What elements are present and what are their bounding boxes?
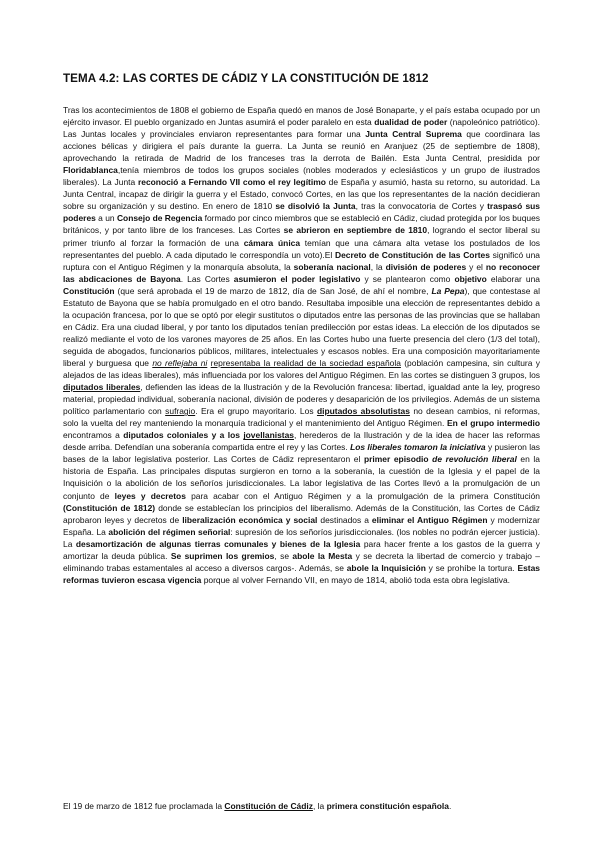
text-run: En el grupo intermedio	[447, 418, 540, 429]
text-run: soberanía nacional	[293, 261, 371, 272]
text-run: a un	[95, 213, 117, 224]
text-run: sufragio	[165, 406, 196, 417]
text-run: no reconocer las abdicaciones de Bayona	[63, 261, 540, 284]
text-run: asumieron el poder legislativo	[233, 273, 361, 284]
text-run: , tras la convocatoria de Cortes y	[355, 201, 488, 212]
text-run: , se	[274, 550, 293, 561]
text-run: primer episodio	[363, 454, 429, 465]
text-run: . Las Cortes	[180, 273, 234, 284]
text-run: : supresión de los señoríos jurisdiccionales. (los nobles no podrán ejercer justicia). La	[63, 526, 541, 549]
text-run: en la historia de España. Las principales disputas surgieron en torno a la soberanía, la cuestión de la Iglesia y el papel de la Inquisición o la abolición de los señoríos jurisdiccionales. La labor legislativa de las Cortes llevó a la promulgación de un conjunto de	[63, 454, 540, 501]
text-run: para hacer frente a los gastos de la guerra y amortizar la deuda pública.	[63, 538, 540, 561]
text-run: .	[448, 801, 452, 811]
text-run: cámara única	[243, 237, 301, 248]
text-run: destinados a	[317, 514, 372, 525]
text-run: y pusieron las bases de la labor legislativa posterior. Las Cortes de Cádiz representaron el	[63, 442, 541, 465]
text-run: elaborar una	[486, 273, 540, 284]
text-run: Junta Central Suprema	[365, 129, 462, 140]
text-run: abolición del régimen señorial	[108, 526, 231, 537]
text-run: que coordinara las acciones bélicas y dirigiera el país durante la guerra. La Junta se reunió en Aranjuez (25 de septiembre de 1808), aprovechando la retirada de Madrid de los franceses tras la derrota de Bailén. Esta Junta Central, presidida por	[63, 129, 540, 164]
text-run: diputados absolutistas	[316, 406, 410, 417]
text-run: de revolución liberal	[432, 454, 517, 465]
text-run: ,tenía miembros de todos los grupos sociales (nobles moderados y eclesiásticos y un grupo de ilustrados liberales). La Junta	[63, 165, 540, 188]
text-run: donde se establecían los principios del liberalismo. Además de la Constitución, las Cortes de Cádiz aprobaron leyes y decretos de	[63, 502, 540, 525]
text-run: , la	[370, 261, 386, 272]
text-run: Constitución de Cádiz	[224, 801, 313, 811]
body-paragraph	[63, 104, 540, 586]
text-run: (que será aprobada el 19 de marzo de 1812, día de San José, de ahí el nombre,	[114, 285, 432, 296]
text-run: . Era el grupo mayoritario. Los	[195, 406, 317, 417]
text-run: , herederos de la Ilustración y de la idea de hacer las reformas desde arriba. Defendían una soberanía compartida entre el rey y las Cortes.	[63, 430, 540, 453]
text-run: , la	[312, 801, 327, 811]
closing-paragraph	[63, 800, 540, 812]
text-run: para acabar con el Antiguo Régimen y a la promulgación de la primera Constitución	[185, 490, 540, 501]
text-run: Consejo de Regencia	[116, 213, 203, 224]
text-run: se disolvió la Junta	[275, 201, 356, 212]
text-run: diputados coloniales y a los	[123, 430, 240, 441]
text-run: El 19 de marzo de 1812 fue proclamada la	[63, 801, 225, 811]
text-run: leyes y decretos	[114, 490, 186, 501]
text-run: y se prohíbe la tortura.	[425, 562, 518, 573]
text-run: y el	[466, 261, 486, 272]
text-run: y se decreta la libertad de comercio y trabajo –eliminando trabas estamentales al acceso a diversos cargos-. Además, se	[63, 550, 540, 573]
text-run: Tras los acontecimientos de 1808 el gobierno de España quedó en manos de José Bonaparte, y el país estaba ocupado por un ejército invasor. El pueblo organizado en Juntas asumirá el poder paralelo en esta	[63, 105, 540, 128]
text-run: reconoció a Fernando VII como el rey legítimo	[137, 177, 326, 188]
text-run: primera constitución española	[326, 801, 449, 811]
text-run: (napoleónico patriótico). Las Juntas locales y provinciales enviaron representantes para formar una	[63, 117, 540, 140]
page-title: TEMA 4.2: LAS CORTES DE CÁDIZ Y LA CONSTITUCIÓN DE 1812	[63, 72, 429, 85]
text-run: (población campesina, sin cultura y alejados de las ideas liberales), más influenciada por los valores del Antiguo Régimen. En las cortes se distinguen 3 grupos, los	[63, 357, 540, 381]
text-run: Estas reformas tuvieron escasa vigencia	[63, 562, 540, 585]
text-run: división de poderes	[385, 261, 467, 272]
text-run: Los liberales tomaron la iniciativa	[350, 442, 486, 453]
text-run: desamortización de algunas tierras comunales y bienes de la Iglesia	[75, 538, 361, 549]
text-run: y modernizar España. La	[63, 514, 540, 537]
text-run: significó una ruptura con el Antiguo Régimen y la monarquía absoluta, la	[63, 249, 541, 272]
text-run: Decreto de Constitución de las Cortes	[335, 249, 490, 260]
text-run: y se plantearon como	[360, 273, 455, 284]
text-run: (Constitución de 1812)	[63, 502, 156, 513]
text-run: de España y asumió, hasta su retorno, su autoridad. La Junta Central, incapaz de dirigir la guerra y el Estado, convocó Cortes, en las que los representantes de la nación decidieran sobre su organización y su destino. En enero de 1810	[63, 177, 540, 212]
text-run: encontramos a	[63, 430, 124, 441]
text-run: objetivo	[454, 273, 487, 284]
text-run: Constitución	[63, 285, 115, 296]
text-run: ), que contestase al Estatuto de Bayona que se había promulgado en el otro bando. Resultaba imposible una elección de representantes debido a la ocupación francesa, por lo que se optó por elegir sustitutos o diputados entre las personas de las provincias que se hallaban en Cádiz. Era una ciudad liberal, y por tanto los diputados tenían predilección por estas ideas. La elección de los diputados se realizó mediante el voto de los varones mayores de 25 años. En las Cortes hubo una fuerte presencia del clero (1/3 del total), seguida de abogados, funcionarios públicos, militares, intelectuales y escasos nobles. Era una composición mayoritariamente liberal y burguesa que	[63, 285, 540, 368]
text-run: La Pepa	[431, 285, 465, 296]
text-run: jovellanistas	[243, 430, 294, 441]
text-run: representaba la realidad de la sociedad española	[210, 357, 401, 368]
text-run: diputados liberales	[63, 382, 141, 393]
text-run: dualidad de poder	[374, 117, 448, 128]
text-run: formado por cinco miembros que se estableció en Cádiz, ciudad protegida por los buques británicos, y por tanto libre de los franceses. Las Cortes	[63, 213, 540, 236]
text-run: traspasó sus poderes	[63, 201, 540, 224]
text-run: abole la Inquisición	[346, 562, 426, 573]
text-run: abole la Mesta	[292, 550, 353, 561]
text-run: no reflejaba ni	[152, 357, 208, 368]
text-run: no desean cambios, ni reformas, solo la vuelta del rey manteniendo la monarquía tradicional y el mantenimiento del Antiguo Régimen.	[63, 406, 540, 429]
text-run: Floridablanca	[63, 165, 118, 176]
text-run: liberalización económica y social	[182, 514, 318, 525]
text-run: se abrieron en septiembre de 1810	[283, 225, 428, 236]
text-run: Se suprimen los gremios	[170, 550, 275, 561]
text-run: , defienden las ideas de la Ilustración y de la Revolución francesa: libertad, igualdad ante la ley, progreso material, propiedad individual, soberanía nacional, división de poderes y desaparición de los privilegios. Además de un sistema político parlamentario con	[63, 382, 540, 417]
text-run: porque al volver Fernando VII, en mayo de 1814, abolió toda esta obra legislativa.	[201, 574, 510, 585]
text-run: temían que una cámara alta vetase los postulados de los representantes del pueblo. A cada diputado le correspondía un voto).El	[63, 237, 540, 260]
text-run: , logrando el sector liberal su primer triunfo al forzar la formación de una	[63, 225, 540, 248]
text-run: eliminar el Antiguo Régimen	[371, 514, 488, 525]
